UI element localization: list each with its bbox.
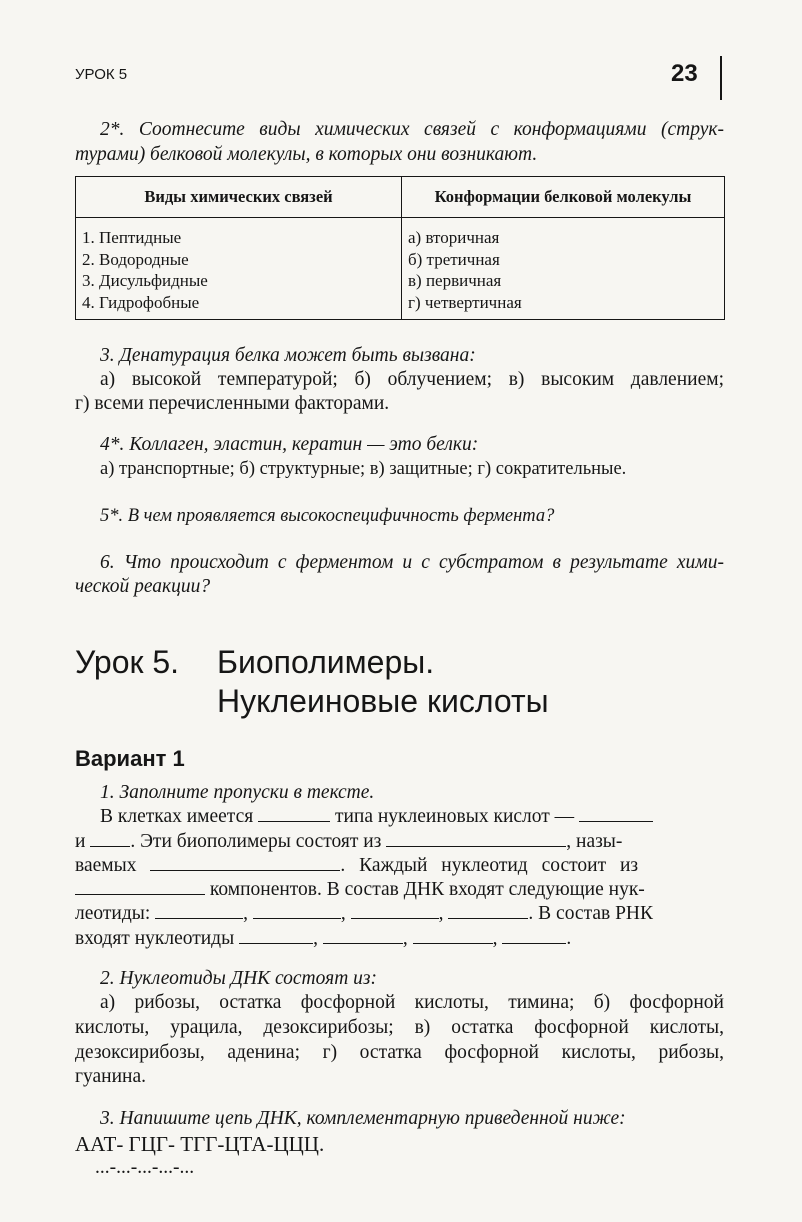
list-item: в) первичная	[408, 271, 502, 290]
text-fragment: , назы-	[566, 831, 623, 852]
text-fragment: и	[75, 831, 86, 852]
fill-line-3	[75, 854, 638, 878]
blank-field[interactable]	[413, 927, 493, 944]
blank-field[interactable]	[239, 927, 313, 944]
text-fragment: леотиды:	[75, 903, 151, 924]
blank-field[interactable]	[90, 830, 130, 847]
table-cell-bond-types	[76, 218, 402, 320]
text-fragment: В клетках имеется	[100, 806, 254, 827]
task5-question: 5*. В чем проявляется высокоспецифичность фермента?	[100, 506, 555, 526]
running-header-lesson: УРОК 5	[75, 66, 128, 83]
blank-field[interactable]	[75, 878, 205, 895]
text-fragment: ,	[492, 928, 498, 949]
text-fragment: . В состав РНК	[528, 903, 654, 924]
blank-field[interactable]	[448, 902, 528, 919]
text-fragment: входят нуклеотиды	[75, 928, 235, 949]
text-fragment: ,	[438, 903, 444, 924]
fill-line-2	[75, 830, 622, 854]
lesson-title-line2: Нуклеиновые кислоты	[217, 683, 549, 719]
task2-question-line1: 2*. Соотнесите виды химических связей с конформациями (струк-	[100, 119, 724, 140]
lesson-label: Урок 5.	[75, 644, 180, 680]
list-item: 4. Гидрофобные	[82, 292, 200, 312]
text-fragment: компонентов. В состав ДНК входят следующие нук-	[209, 879, 645, 900]
task6-question-line1: 6. Что происходит с ферментом и с субстратом в результате хими-	[100, 552, 724, 573]
blank-field[interactable]	[351, 902, 439, 919]
table-header-conformations: Конформации белковой молекулы	[402, 177, 725, 218]
list-item: а) вторичная	[408, 228, 500, 247]
blank-field[interactable]	[323, 927, 403, 944]
text-fragment: .	[566, 928, 572, 949]
list-item: 3. Дисульфидные	[82, 271, 208, 290]
blank-field[interactable]	[150, 854, 340, 871]
task3-answers-line1: а) высокой температурой; б) облучением; в) высоким давлением;	[100, 369, 724, 390]
fill-line-1	[100, 805, 653, 829]
text-fragment: ,	[340, 903, 346, 924]
matching-table	[75, 176, 725, 320]
blank-field[interactable]	[155, 902, 243, 919]
blank-field[interactable]	[253, 902, 341, 919]
task4-answers: а) транспортные; б) структурные; в) защитные; г) сократительные.	[100, 459, 627, 479]
list-item: 1. Пептидные	[82, 228, 182, 247]
text-fragment: типа нуклеиновых кислот —	[334, 806, 575, 827]
task3-answers-line2: г) всеми перечисленными факторами.	[75, 393, 390, 414]
blank-field[interactable]	[579, 805, 653, 822]
list-item: г) четвертичная	[408, 292, 522, 312]
text-fragment: . Эти биополимеры состоят из	[130, 831, 382, 852]
fill-line-6	[75, 927, 571, 951]
table-header-bond-types: Виды химических связей	[76, 177, 402, 218]
v-task2-answers-line2: кислоты, урацила, дезоксирибозы; в) остатка фосфорной кислоты,	[75, 1017, 724, 1038]
task3-question: 3. Денатурация белка может быть вызвана:	[100, 345, 476, 366]
v-task2-answers-line3: дезоксирибозы, аденина; г) остатка фосфорной кислоты, рибозы,	[75, 1042, 724, 1063]
v-task2-question: 2. Нуклеотиды ДНК состоят из:	[100, 968, 377, 989]
text-fragment: ваемых	[75, 855, 137, 876]
variant-title: Вариант 1	[75, 746, 185, 771]
fill-line-4	[75, 878, 645, 902]
fill-line-5	[75, 902, 653, 926]
blank-field[interactable]	[386, 830, 566, 847]
table-cell-conformations	[402, 218, 725, 320]
lesson-title-line1: Биополимеры.	[217, 644, 435, 680]
v-task1-instruction: 1. Заполните пропуски в тексте.	[100, 782, 375, 803]
text-fragment: ,	[402, 928, 408, 949]
text-fragment: ,	[243, 903, 249, 924]
v-task2-answers-line4: гуанина.	[75, 1066, 146, 1087]
task4-question: 4*. Коллаген, эластин, кератин — это белки:	[100, 434, 479, 455]
blank-field[interactable]	[258, 805, 330, 822]
answer-placeholder[interactable]: ...-...-...-...-...	[95, 1157, 195, 1178]
page-number: 23	[671, 60, 698, 87]
text-fragment: . Каждый нуклеотид состоит из	[340, 855, 639, 876]
blank-field[interactable]	[502, 927, 566, 944]
task2-question-line2: турами) белковой молекулы, в которых они возникают.	[75, 144, 538, 165]
v-task2-answers-line1: а) рибозы, остатка фосфорной кислоты, тимина; б) фосфорной	[100, 992, 724, 1013]
dna-chain: ААТ- ГЦГ- ТГГ-ЦТА-ЦЦЦ.	[75, 1132, 325, 1156]
text-fragment: ,	[313, 928, 318, 949]
list-item: б) третичная	[408, 249, 500, 269]
list-item: 2. Водородные	[82, 249, 189, 269]
v-task3-question: 3. Напишите цепь ДНК, комплементарную приведенной ниже:	[100, 1108, 626, 1129]
header-rule	[720, 56, 722, 100]
task6-question-line2: ческой реакции?	[75, 576, 211, 597]
